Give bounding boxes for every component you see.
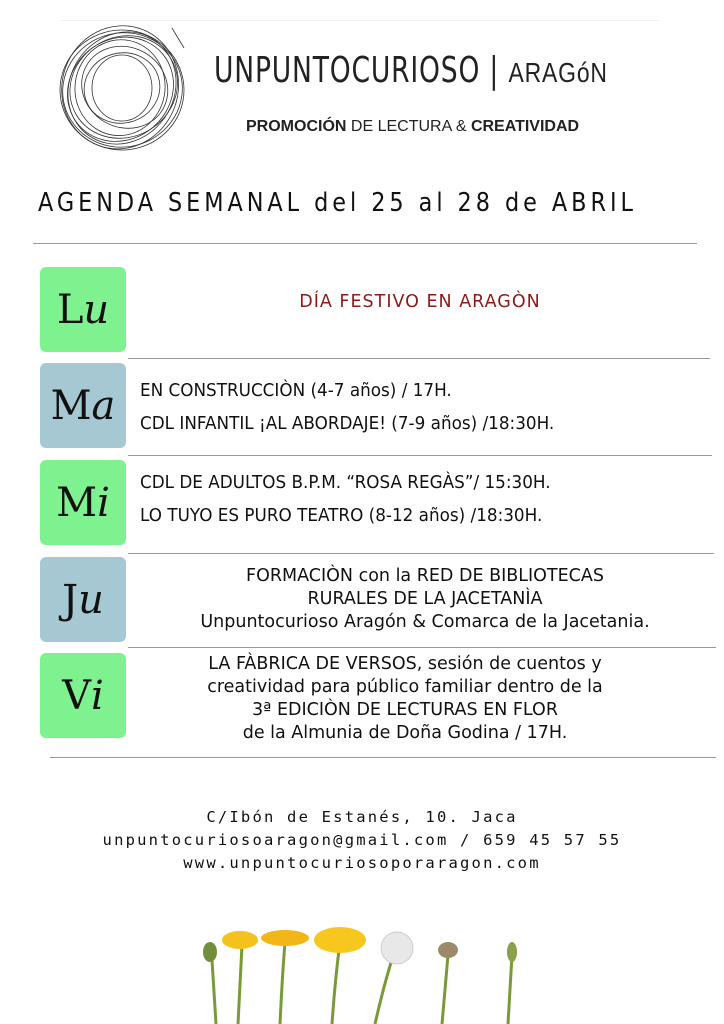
- flower-yellow: [222, 931, 258, 949]
- day-badge-lunes: L u: [40, 267, 126, 352]
- event-line: de la Almunia de Doña Godina / 17H.: [242, 723, 568, 743]
- row-divider: [128, 455, 712, 456]
- tagline-lectura: DE LECTURA &: [346, 118, 471, 135]
- event-line: LA FÀBRICA DE VERSOS, sesión de cuentos y: [208, 654, 602, 674]
- flower-yellow: [261, 930, 309, 946]
- event-line: LO TUYO ES PURO TEATRO (8-12 años) /18:30H.: [140, 506, 543, 526]
- dandelion-seedhead: [381, 932, 413, 964]
- row-divider: [128, 647, 716, 648]
- flower-bud: [203, 942, 217, 962]
- event-line: CDL DE ADULTOS B.P.M. “ROSA REGÀS”/ 15:30H.: [140, 473, 551, 493]
- event-line: EN CONSTRUCCIÒN (4-7 años) / 17H.: [140, 381, 452, 401]
- event-jueves: [130, 565, 720, 634]
- tagline: [246, 118, 579, 136]
- row-divider: [128, 553, 714, 554]
- event-line: RURALES DE LA JACETANÌA: [307, 589, 543, 609]
- event-line: creatividad para público familiar dentro de la: [207, 677, 603, 697]
- brand-text: UNPUNTOCURIOSO: [214, 50, 481, 91]
- title-divider: [33, 243, 697, 244]
- footer-address: C/Ibón de Estanés, 10. Jaca: [206, 808, 518, 826]
- day-badge-martes: M a: [40, 363, 126, 448]
- event-viernes: [110, 653, 700, 745]
- brand-region: ARAGóN: [508, 57, 608, 88]
- day-badge-jueves: J u: [40, 557, 126, 642]
- event-miercoles: [140, 467, 551, 533]
- event-line: CDL INFANTIL ¡AL ABORDAJE! (7-9 años) /18:30H.: [140, 414, 555, 434]
- footer-email-phone[interactable]: unpuntocuriosoaragon@gmail.com / 659 45 57 55: [102, 831, 622, 849]
- row-divider: [128, 358, 710, 359]
- flower-stem-top: [507, 942, 517, 962]
- page-title: AGENDA SEMANAL del 25 al 28 de ABRIL: [38, 188, 637, 218]
- event-line: Unpuntocurioso Aragón & Comarca de la Jacetania.: [200, 612, 650, 632]
- event-lunes-festivo: DÍA FESTIVO EN ARAGÒN: [299, 292, 541, 312]
- scribble-circle-logo: [52, 18, 192, 158]
- day-badge-miercoles: M i: [40, 460, 126, 545]
- row-divider: [50, 757, 716, 758]
- dandelion-flowers-illustration: [190, 920, 530, 1024]
- event-martes: [140, 375, 554, 441]
- brand-separator: |: [489, 50, 500, 91]
- footer-contact: [0, 806, 724, 875]
- tagline-promocion: PROMOCIÓN: [246, 118, 347, 135]
- day-badge-viernes: V i: [40, 653, 126, 738]
- tagline-creatividad: CREATIVIDAD: [470, 118, 580, 135]
- flower-yellow: [314, 927, 366, 953]
- event-line: FORMACIÒN con la RED DE BIBLIOTECAS: [246, 566, 604, 586]
- footer-website[interactable]: www.unpuntocuriosoporaragon.com: [183, 854, 541, 872]
- flower-seeded: [438, 942, 458, 958]
- event-line: 3ª EDICIÒN DE LECTURAS EN FLOR: [252, 700, 558, 720]
- brand-name: [214, 50, 608, 91]
